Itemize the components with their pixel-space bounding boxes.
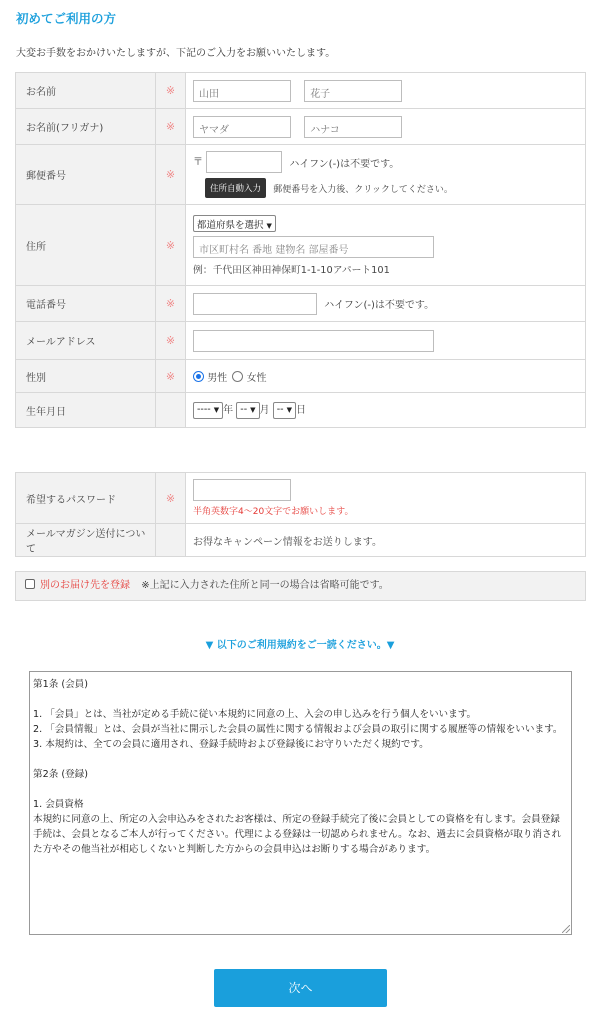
chevron-down-icon: ▼ — [250, 405, 256, 414]
account-form — [15, 472, 586, 557]
last-name-input[interactable]: 山田 — [193, 80, 291, 102]
prefecture-select[interactable]: 都道府県を選択 ▼ — [193, 215, 276, 232]
terms-heading: ▼ 以下のご利用規約をご一読ください。▼ — [205, 640, 395, 651]
required-mark: ※ — [156, 286, 186, 322]
gender-female-label: 女性 — [246, 372, 267, 384]
name-label: お名前 — [16, 73, 156, 109]
registration-form — [15, 72, 586, 428]
first-kana-input[interactable]: ハナコ — [304, 116, 402, 138]
intro-text: 大変お手数をおかけいたしますが、下記のご入力をお願いいたします。 — [16, 48, 336, 59]
terms-textarea[interactable] — [29, 671, 572, 935]
kana-label: お名前(フリガナ) — [16, 109, 156, 145]
terms-line — [33, 692, 568, 707]
required-mark: ※ — [156, 73, 186, 109]
terms-line — [33, 782, 568, 797]
required-mark: ※ — [156, 145, 186, 205]
zip-input[interactable] — [206, 151, 282, 173]
resize-handle-icon[interactable] — [562, 925, 570, 933]
birthday-label: 生年月日 — [16, 393, 156, 428]
gender-female-radio[interactable] — [232, 371, 243, 382]
birth-day-select[interactable]: -- ▼ — [273, 402, 296, 419]
address-input[interactable]: 市区町村名 番地 建物名 部屋番号 — [193, 236, 434, 258]
required-mark: ※ — [156, 473, 186, 524]
gender-label: 性別 — [16, 360, 156, 393]
last-kana-input[interactable]: ヤマダ — [193, 116, 291, 138]
alternate-delivery-row — [15, 571, 586, 601]
chevron-down-icon: ▼ — [266, 221, 272, 230]
terms-line: 第1条 (会員) — [33, 679, 89, 690]
year-unit: 年 — [223, 405, 234, 417]
row-birthday — [16, 393, 586, 428]
row-password — [16, 473, 586, 524]
chevron-down-icon: ▼ — [213, 405, 220, 414]
row-address — [16, 205, 586, 286]
terms-line: 1. 「会員」とは、当社が定める手続に従い本規約に同意の上、入会の申し込みを行う個人をいいます。 — [33, 709, 477, 720]
row-zip — [16, 145, 586, 205]
row-kana — [16, 109, 586, 145]
birth-month-select[interactable]: -- ▼ — [236, 402, 259, 419]
chevron-down-icon: ▼ — [286, 405, 292, 414]
next-button[interactable]: 次へ — [214, 969, 387, 1007]
phone-hint: ハイフン(-)は不要です。 — [324, 300, 435, 311]
email-input[interactable] — [193, 330, 434, 352]
alternate-delivery-note: ※上記に入力された住所と同一の場合は省略可能です。 — [141, 580, 389, 591]
row-newsletter — [16, 524, 586, 557]
month-unit: 月 — [259, 405, 270, 417]
terms-line: 2. 「会員情報」とは、会員が当社に開示した会員の属性に関する情報および会員の取引に関する履歴等の情報をいいます。 — [33, 724, 563, 735]
row-email — [16, 322, 586, 360]
password-label: 希望するパスワード — [16, 473, 156, 524]
password-input[interactable] — [193, 479, 291, 501]
alternate-delivery-label[interactable]: 別のお届け先を登録 — [40, 580, 130, 591]
email-label: メールアドレス — [16, 322, 156, 360]
terms-line: 本規約に同意の上、所定の入会申込みをされたお客様は、所定の登録手続完了後に会員としての資格を有します。会員登録手続は、会員となるご本人が行ってください。代理による登録は一切認められません。なお、過去に会員資格が取り消された方やその他当社が相応しくないと判断した方からの会員申込はお断りする場合があります。 — [33, 814, 562, 855]
required-mark: ※ — [156, 360, 186, 393]
birth-year-select[interactable]: ---- ▼ — [193, 402, 223, 419]
address-label: 住所 — [16, 205, 156, 286]
phone-input[interactable] — [193, 293, 317, 315]
required-mark: ※ — [156, 322, 186, 360]
phone-label: 電話番号 — [16, 286, 156, 322]
terms-text — [33, 677, 568, 857]
password-note: 半角英数字4～20文字でお願いします。 — [193, 507, 354, 517]
day-unit: 日 — [295, 405, 306, 417]
newsletter-label: メールマガジン送付について — [16, 524, 156, 557]
zip-hint: ハイフン(-)は不要です。 — [289, 158, 400, 170]
first-name-input[interactable]: 花子 — [304, 80, 402, 102]
autofill-hint: 郵便番号を入力後、クリックしてください。 — [273, 184, 453, 195]
gender-male-label: 男性 — [207, 372, 228, 384]
required-mark: ※ — [156, 205, 186, 286]
postal-mark: 〒 — [193, 157, 203, 168]
zip-label: 郵便番号 — [16, 145, 156, 205]
row-gender — [16, 360, 586, 393]
terms-line — [33, 752, 568, 767]
terms-line: 第2条 (登録) — [33, 769, 89, 780]
terms-line: 3. 本規約は、全ての会員に適用され、登録手続時および登録後にお守りいただく規約です。 — [33, 739, 429, 750]
row-name — [16, 73, 586, 109]
page-title: 初めてご利用の方 — [16, 11, 117, 26]
newsletter-text: お得なキャンペーン情報をお送りします。 — [186, 524, 586, 557]
gender-male-radio[interactable] — [193, 371, 204, 382]
required-mark: ※ — [156, 109, 186, 145]
address-autofill-button[interactable]: 住所自動入力 — [205, 178, 266, 198]
alternate-delivery-checkbox[interactable] — [25, 579, 35, 589]
address-example: 例：千代田区神田神保町1-1-10アパート101 — [193, 264, 390, 276]
row-phone — [16, 286, 586, 322]
terms-line: 1. 会員資格 — [33, 799, 84, 810]
